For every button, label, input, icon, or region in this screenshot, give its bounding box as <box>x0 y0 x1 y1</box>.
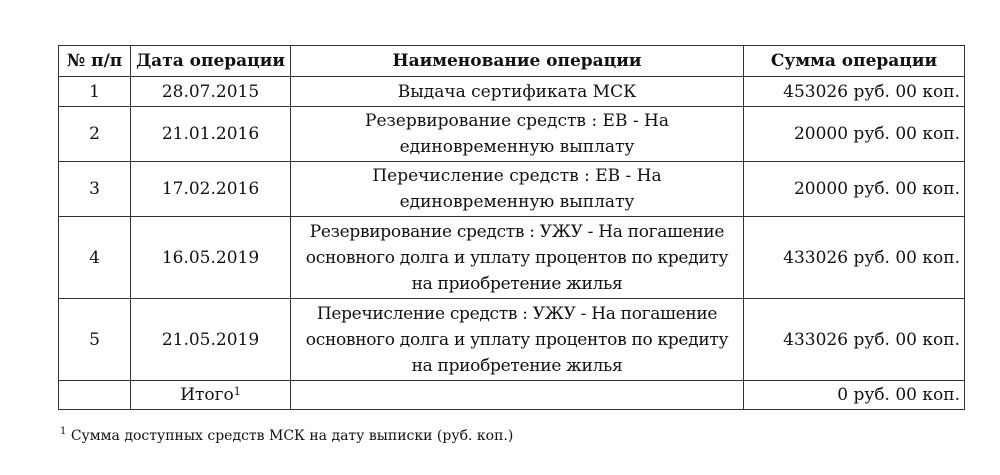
row-operation-name: Перечисление средств : УЖУ - На погашение основного долга и уплату процентов по кредиту на приобретение жилья <box>291 299 744 381</box>
row-date: 21.05.2019 <box>131 299 291 381</box>
row-amount: 433026 руб. 00 коп. <box>744 217 965 299</box>
row-amount: 20000 руб. 00 коп. <box>744 107 965 162</box>
row-amount: 453026 руб. 00 коп. <box>744 77 965 107</box>
table-row <box>59 162 965 217</box>
header-date: Дата операции <box>131 46 291 77</box>
footnote-marker: 1 <box>60 426 67 437</box>
row-number: 3 <box>59 162 131 217</box>
row-number: 5 <box>59 299 131 381</box>
table-row <box>59 77 965 107</box>
row-amount: 433026 руб. 00 коп. <box>744 299 965 381</box>
row-operation-name: Перечисление средств : ЕВ - На единовременную выплату <box>291 162 744 217</box>
total-name-empty <box>291 381 744 410</box>
row-date: 16.05.2019 <box>131 217 291 299</box>
total-amount: 0 руб. 00 коп. <box>744 381 965 410</box>
row-number: 4 <box>59 217 131 299</box>
header-operation-name: Наименование операции <box>291 46 744 77</box>
total-footnote-marker: 1 <box>233 385 241 398</box>
row-amount: 20000 руб. 00 коп. <box>744 162 965 217</box>
row-date: 17.02.2016 <box>131 162 291 217</box>
row-operation-name: Резервирование средств : ЕВ - На единовременную выплату <box>291 107 744 162</box>
footnote-text: Сумма доступных средств МСК на дату выписки (руб. коп.) <box>70 428 514 444</box>
table-row <box>59 107 965 162</box>
table-header-row <box>59 46 965 77</box>
row-number: 1 <box>59 77 131 107</box>
footnote <box>60 428 513 444</box>
operations-table <box>58 45 965 410</box>
row-number: 2 <box>59 107 131 162</box>
total-label-cell <box>131 381 291 410</box>
total-number-empty <box>59 381 131 410</box>
row-date: 21.01.2016 <box>131 107 291 162</box>
header-number: № п/п <box>59 46 131 77</box>
table-row <box>59 217 965 299</box>
row-operation-name: Выдача сертификата МСК <box>291 77 744 107</box>
total-label: Итого <box>180 385 234 405</box>
header-amount: Сумма операции <box>744 46 965 77</box>
table-row <box>59 299 965 381</box>
row-date: 28.07.2015 <box>131 77 291 107</box>
row-operation-name: Резервирование средств : УЖУ - На погашение основного долга и уплату процентов по кредиту на приобретение жилья <box>291 217 744 299</box>
total-row <box>59 381 965 410</box>
